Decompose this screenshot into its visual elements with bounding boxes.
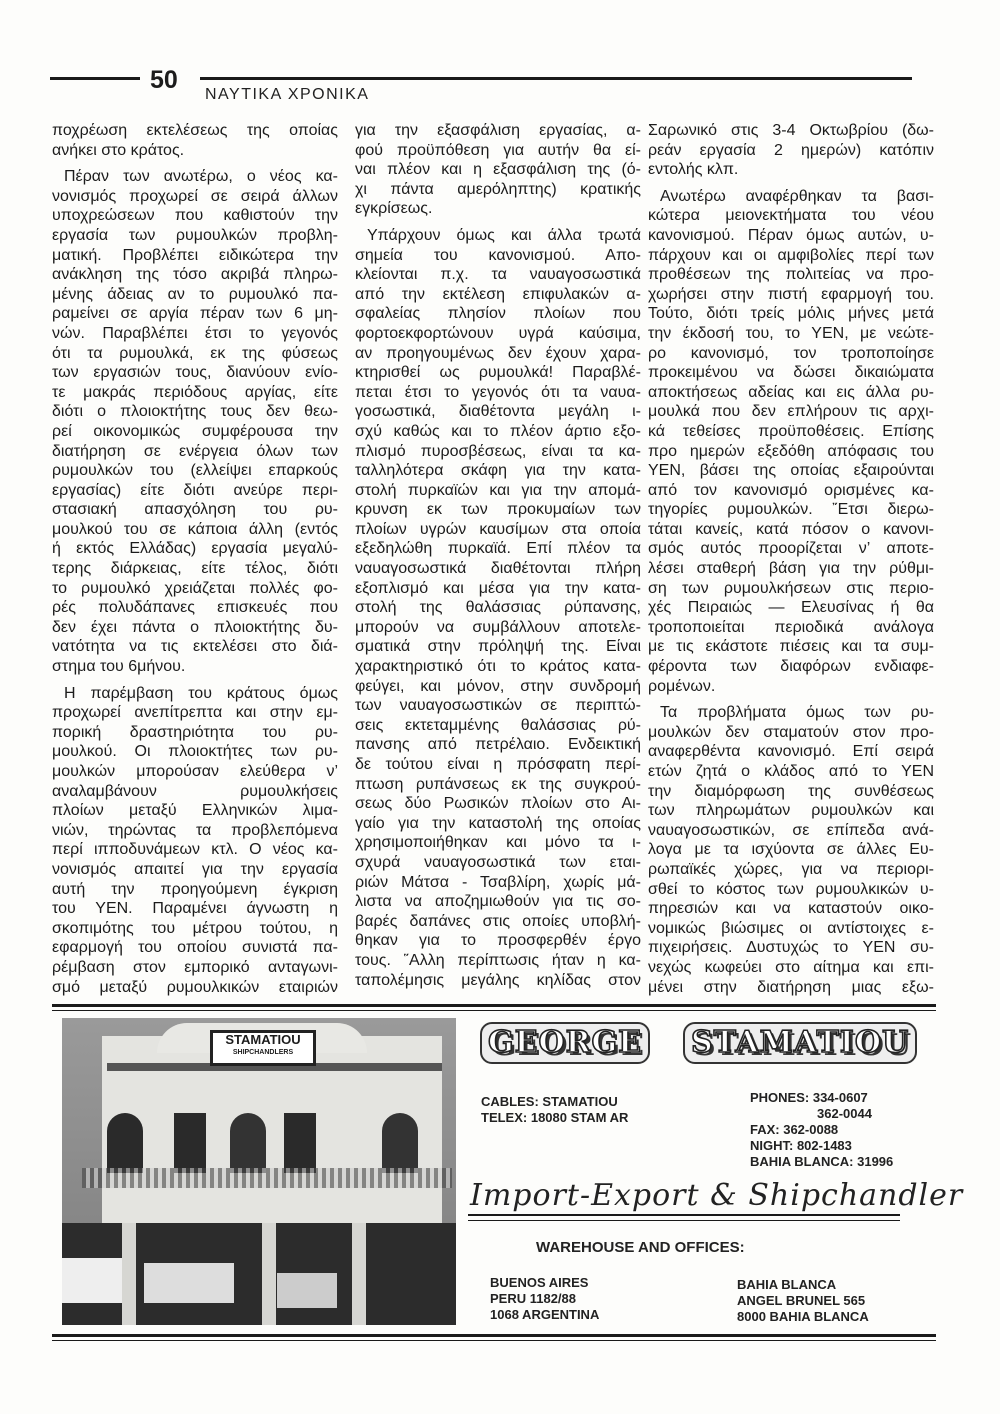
text-line: εφαρμογή του οποίου συνιστά πα- <box>52 939 338 957</box>
text-line: ταλληλότερα σκάφη για την κατα- <box>355 462 641 480</box>
text-line: χωρήσει στην πιστή εφαρμογή του. <box>648 285 934 303</box>
text-line: μένει στην διατήρηση μιας εξω- <box>648 978 934 996</box>
office-line: BUENOS AIRES <box>490 1275 589 1290</box>
text-line: προθέσεων της πολιτείας να προ- <box>648 266 934 284</box>
text-line: ρυμουλκών του (ελλείψει επαρκούς <box>52 462 338 480</box>
text-line: κλείονται π.χ. τα ναυαγοσωστικά <box>355 266 641 284</box>
text-line: αυτή την προηγούμενη έγκριση <box>52 880 338 898</box>
text-line: πανσης από πετρέλαιο. Ενδεικτική <box>355 736 641 754</box>
text-line: πτωση ρυπάνσεως εκ της συγκρού- <box>355 775 641 793</box>
text-line: πηρεσιών και να καταστούν οικο- <box>648 900 934 918</box>
text-line: τάται κανείς, κατά πόσον ο κανονι- <box>648 520 934 538</box>
fax-text: FAX: 362-0088 <box>750 1122 839 1137</box>
paragraph <box>355 121 641 219</box>
tagline-script: Import-Export & Shipchandler <box>470 1178 964 1213</box>
window <box>284 1113 316 1173</box>
text-line: ρωπαϊκές χώρες, για να περιορι- <box>648 860 934 878</box>
tagline-underline-2 <box>468 1220 900 1221</box>
text-line: από την εκτέλεση επιφυλακών α- <box>355 285 641 303</box>
telex-text: TELEX: 18080 STAM AR <box>481 1110 629 1125</box>
text-line: από τον κανονισμό ορισμένες κα- <box>648 481 934 499</box>
office-line: BAHIA BLANCA <box>737 1277 837 1292</box>
text-line: ρομένων. <box>648 677 716 695</box>
text-line: Πέραν των ανωτέρω, ο νέος κα- <box>64 168 338 186</box>
text-line: τε μακράς περιόδους αργίας, είτε <box>52 383 338 401</box>
text-line: αποκτήσεως αδείας και εις άλλα ρυ- <box>648 383 934 401</box>
text-line: λογα με τα ισχύοντα σε άλλες Ευ- <box>648 841 934 859</box>
truck <box>62 1258 122 1303</box>
text-line: εργασία των ρυμουλκών προβλη- <box>52 226 338 244</box>
text-line: μουλκά που δεν επλήρουν τις αρχι- <box>648 403 934 421</box>
text-line: σθεί το κόστος των ρυμουλκικών υ- <box>648 880 934 898</box>
photo-sign-sub: SHIPCHANDLERS <box>232 1049 294 1056</box>
text-line: σματικά στην πρόληψή της. Είναι <box>355 638 641 656</box>
text-line: σεις εκτεταμμένης θαλάσσιας ρύ- <box>355 716 641 734</box>
header-rule-right <box>200 77 912 80</box>
tagline-underline <box>468 1214 900 1216</box>
photo-sign <box>210 1030 316 1066</box>
text-line: Ανωτέρω αναφέρθηκαν τα βασι- <box>660 187 934 205</box>
text-line: λέσει σταθερή βάση για την ρύθμι- <box>648 560 934 578</box>
text-line: κανονισμού. Πέραν όμως αυτών, υ- <box>648 226 934 244</box>
text-line: νονισμός απαιτεί για την εργασία <box>52 860 338 878</box>
text-line: διατήρηση σε ενέργεια όλων των <box>52 442 338 460</box>
text-line: λιστα να αποζημιωθούν για τις σο- <box>355 893 641 911</box>
article-column-1 <box>52 121 338 1004</box>
text-line: προ ημερών εξεδόθη απόφασις του <box>648 442 934 460</box>
text-line: των πληρωμάτων ρυμουλκών και <box>648 802 934 820</box>
paragraph <box>52 121 338 160</box>
text-line: Τούτο, διότι τρείς μόλις μήνες μετά <box>648 305 934 323</box>
phones-text: PHONES: 334-0607 <box>750 1090 868 1105</box>
text-line: νονισμός προχωρεί σε σειρά άλλων <box>52 187 338 205</box>
bahia-phone-text: BAHIA BLANCA: 31996 <box>750 1154 894 1169</box>
text-line: χι πάντα αμερόληπτης) κρατικής <box>355 180 641 198</box>
text-line: μουλκών δεν σταματούν στον προ- <box>648 723 934 741</box>
office-line: PERU 1182/88 <box>490 1291 577 1306</box>
text-line: μουλκού του σε κάποια άλλη (εντός <box>52 520 338 538</box>
text-line: γαίο για την καταστολή της οποίας <box>355 814 641 832</box>
text-line: μουλκών μπορούσαν ελεύθερα ν’ <box>52 763 338 780</box>
text-line: το ρυμουλκό χρειάζεται πολλές φο- <box>52 579 338 597</box>
text-line: σμός αυτός προορίζεται ν’ αποτε- <box>648 540 934 558</box>
text-line: ναυαγοσωστικών, σε επίπεδα ανά- <box>648 821 934 839</box>
text-line: πλοίων υγρών καυσίμων στα οποία <box>355 520 641 538</box>
text-line: διότι ο πλοιοκτήτης τους δεν θεω- <box>52 403 338 421</box>
text-line: ρεί οικονομικώς συμφέρουσα την <box>52 422 338 440</box>
truck <box>144 1263 234 1303</box>
text-line: μουλκού. Οι πλοιοκτήτες των ρυ- <box>52 743 338 761</box>
window <box>107 1113 143 1173</box>
text-line: προκειμένου να δώσει δικαιώματα <box>648 364 934 382</box>
ad-top-rule <box>52 1004 936 1007</box>
night-text: NIGHT: 802-1483 <box>750 1138 852 1153</box>
text-line: νατότητα να τις εκτελέσει στο διά- <box>52 638 338 656</box>
text-line: ρεάν εργασία 2 ημερών) κατόπιν <box>648 141 934 159</box>
text-line: κτηρισθεί ως ρυμουλκά! Παραβλέ- <box>355 364 641 382</box>
text-line: αναφερθέντα κανονισμό. Επί σειρά <box>648 743 934 761</box>
text-line: εγκρίσεως. <box>355 200 433 218</box>
article-column-2 <box>355 121 641 997</box>
window <box>382 1113 418 1173</box>
text-line: ρο κανονισμό, τον τροποποίησε <box>648 344 934 362</box>
text-line: χές Πειραιώς — Ελευσίνας ή θα <box>648 599 934 617</box>
text-line: κώτερα μειονεκτήματα του νέου <box>648 207 934 225</box>
text-line: σφαλείας πλησίον πλοίων που <box>355 305 641 323</box>
cables-text: CABLES: STAMATIOU <box>481 1094 618 1109</box>
text-line: τροποποιείται περιοδικά ανάλογα <box>648 618 934 636</box>
text-line: αν προηγουμένως δεν έχουν χαρα- <box>355 344 641 362</box>
paragraph <box>648 703 934 997</box>
text-line: ραμείνει σε αργία πέραν των 6 μη- <box>52 305 338 323</box>
text-line: σχυρά ναυαγοσωστικά των εται- <box>355 853 641 871</box>
paragraph <box>52 684 338 998</box>
text-line: προχωρεί ανεπίτρεπτα και στην εμ- <box>52 704 338 722</box>
text-line: μένης άδειας αν το ρυμουλκό πα- <box>52 285 338 303</box>
text-line: ταπολέμησις μεγάλης κηλίδας στον <box>355 971 641 989</box>
text-line: ότι τα ρυμουλκά, εκ της φύσεως <box>52 344 338 362</box>
text-line: σκοπιμότης του μέτρου τούτου, η <box>52 919 338 937</box>
text-line: φορτοεκφορτώνουν υγρά καύσιμα, <box>355 324 641 342</box>
text-line: ναι πλέον και η εξασφάλιση της (ό- <box>355 161 641 179</box>
photo-sign-name: STAMATIOU <box>225 1032 301 1047</box>
warehouse-heading: WAREHOUSE AND OFFICES: <box>536 1239 745 1256</box>
text-line: των ναυαγοσωστικών σε περιπτώ- <box>355 697 641 715</box>
text-line: αναλαμβάνουν ρυμουλκήσεις <box>52 782 338 800</box>
paragraph <box>648 187 934 696</box>
text-line: την έκδοσή του, το ΥΕΝ, με νεώτε- <box>648 324 934 342</box>
ad-bottom-rule <box>52 1334 936 1337</box>
text-line: πιχειρήσεις. Δυστυχώς το ΥΕΝ συ- <box>648 939 934 957</box>
article-column-3 <box>648 121 934 1004</box>
text-line: δε τούτου είναι η πρόσφατη περί- <box>355 756 641 773</box>
text-line: για την εξασφάλιση εργασίας, α- <box>355 122 641 139</box>
office-line: 1068 ARGENTINA <box>490 1307 600 1322</box>
text-line: περί ιπποδυνάμεων κτλ. Ο νέος κα- <box>52 841 338 859</box>
text-line: στολή της θαλάσσιας ρύπανσης, <box>355 599 641 617</box>
text-line: ριών Μάτσα - Τσαβλίρη, χωρίς μά- <box>355 873 641 891</box>
text-line: ποχρέωση εκτελέσεως της οποίας <box>52 122 338 139</box>
text-line: ή εκτός Ελλάδας) εργασία μεγαλύ- <box>52 540 338 558</box>
text-line: φέροντα των διαφόρων ενδιαφε- <box>648 658 934 676</box>
text-line: των εργασιών τους, διανύουν ενίο- <box>52 364 338 382</box>
text-line: χαρακτηριστικό ότι το κράτος κατα- <box>355 658 641 676</box>
text-line: κρυνση εκ των προκυμαίων των <box>355 501 641 519</box>
text-line: νεχώς κωφεύει στο αίτημα και επι- <box>648 958 934 976</box>
magazine-title: ΝΑΥΤΙΚΑ ΧΡΟΝΙΚΑ <box>205 86 370 103</box>
text-line: τους. ῞Αλλη περίπτωσις ήταν η κα- <box>355 951 641 969</box>
storefront-photo <box>62 1018 456 1325</box>
text-line: στημα του 6μήνου. <box>52 658 186 676</box>
text-line: πεται έτσι το γεγονός ότι τα ναυα- <box>355 383 641 401</box>
text-line: εντολής κλπ. <box>648 161 739 179</box>
header-rule-left <box>50 77 140 80</box>
truck <box>277 1273 337 1308</box>
text-line: τερης διάρκειας, είτε τέλος, διότι <box>52 560 338 578</box>
text-line: χρησιμοποιήθηκαν και μόνο τα ι- <box>355 834 641 852</box>
text-line: ετών ζητά ο κλάδος από το ΥΕΝ <box>648 763 934 780</box>
window <box>174 1113 206 1173</box>
text-line: στολή πυρκαϊών και για την απομά- <box>355 481 641 499</box>
text-line: ανάκληση της τόσο ακριβά πληρω- <box>52 266 338 284</box>
ad-bottom-rule-thin <box>52 1340 936 1341</box>
text-line: την διαμόρφωση της συνθέσεως <box>648 782 934 800</box>
text-line: σμό μεταξύ ρυμουλκικών εταιριών <box>52 978 338 996</box>
paragraph <box>52 167 338 676</box>
text-line: ναυαγοσωστικά διαθέτονται πλήρη <box>355 560 641 578</box>
text-line: ΥΕΝ, βάσει της οποίας εξαιρούνται <box>648 462 934 480</box>
text-line: Υπάρχουν όμως και άλλα τρωτά <box>367 226 641 244</box>
text-line: πορική δραστηριότητα του ρυ- <box>52 723 338 741</box>
text-line: νών. Παραβλέπει έτσι το γεγονός <box>52 324 338 342</box>
window <box>230 1113 266 1173</box>
text-line: κά τεθείσες προϋποθέσεις. Επίσης <box>648 422 934 440</box>
text-line: τηγορίες ρυμουλκών. ῎Ετσι διερω- <box>648 501 934 519</box>
text-line: υποχρεώσεων που καθιστούν την <box>52 207 338 225</box>
text-line: πάρχουν και οι αμφιβολίες περί των <box>648 246 934 264</box>
text-line: εξοπλισμό και μέσα για την κατα- <box>355 579 641 597</box>
logo-stamatiou: STAMATIOU <box>683 1022 917 1064</box>
text-line: του ΥΕΝ. Παραμένει άγνωστη η <box>52 900 338 918</box>
text-line: σημεία του κανονισμού. Απο- <box>355 246 641 264</box>
paragraph <box>355 226 641 990</box>
text-line: ρέμβαση στον εμπορικό ανταγωνι- <box>52 958 338 976</box>
text-line: γοσωστικά, διαθέτοντα μεγάλη ι- <box>355 403 641 421</box>
phones-text-2: 362-0044 <box>817 1106 872 1121</box>
page-number: 50 <box>150 66 178 94</box>
text-line: ανήκει στο κράτος. <box>52 141 185 159</box>
text-line: βαρές δαπάνες στις οποίες υποβλή- <box>355 912 641 930</box>
text-line: νομικώς βιώσιμες οι αντίστοιχες ε- <box>648 919 934 937</box>
text-line: θηκαν για το προσφερθέν έργο <box>355 932 641 950</box>
text-line: μπορούν να συμβάλλουν αποτελε- <box>355 618 641 636</box>
text-line: εργασίας) είτε διότι ανεύρε περι- <box>52 481 338 499</box>
office-line: 8000 BAHIA BLANCA <box>737 1309 869 1324</box>
text-line: στασιακή απασχόληση του ρυ- <box>52 501 338 519</box>
text-line: πλοίων μεταξύ Ελληνικών λιμα- <box>52 802 338 820</box>
text-line: πλισμό πυροσβέσεως, είναι τα κα- <box>355 442 641 460</box>
text-line: Η παρέμβαση του κράτους όμως <box>64 684 338 702</box>
text-line: φεύγει, και μόνον, στην συνδρομή <box>355 677 641 695</box>
text-line: εξεδηλώθη πυρκαϊά. Επί πλέον τα <box>355 540 641 558</box>
text-line: ματική. Προβλέπει ειδικώτερα την <box>52 246 338 264</box>
text-line: νιών, τηρώντας τα προβλεπόμενα <box>52 821 338 839</box>
ad-top-rule-thin <box>52 1010 936 1011</box>
text-line: φού προϋπόθεση για αυτήν θα εί- <box>355 141 641 159</box>
text-line: Τα προβλήματα όμως των ρυ- <box>660 704 934 722</box>
text-line: με τις εκάστοτε πιέσεις και τα συμ- <box>648 638 934 656</box>
text-line: δεν έχει πάντα ο πλοιοκτήτης δυ- <box>52 618 338 636</box>
text-line: σεως δύο Ρωσικών πλοίων στο Αι- <box>355 795 641 813</box>
text-line: σχύ καθώς και το πλέον άρτιο εξο- <box>355 422 641 440</box>
text-line: ση των ρυμουλκήσεων στις περιο- <box>648 579 934 597</box>
office-line: ANGEL BRUNEL 565 <box>737 1293 866 1308</box>
paragraph <box>648 121 934 180</box>
text-line: ρές πολυδάπανες επισκευές που <box>52 599 338 617</box>
text-line: Σαρωνικό στις 3-4 Οκτωβρίου (δω- <box>648 122 934 139</box>
logo-george: GEORGE <box>480 1022 650 1064</box>
